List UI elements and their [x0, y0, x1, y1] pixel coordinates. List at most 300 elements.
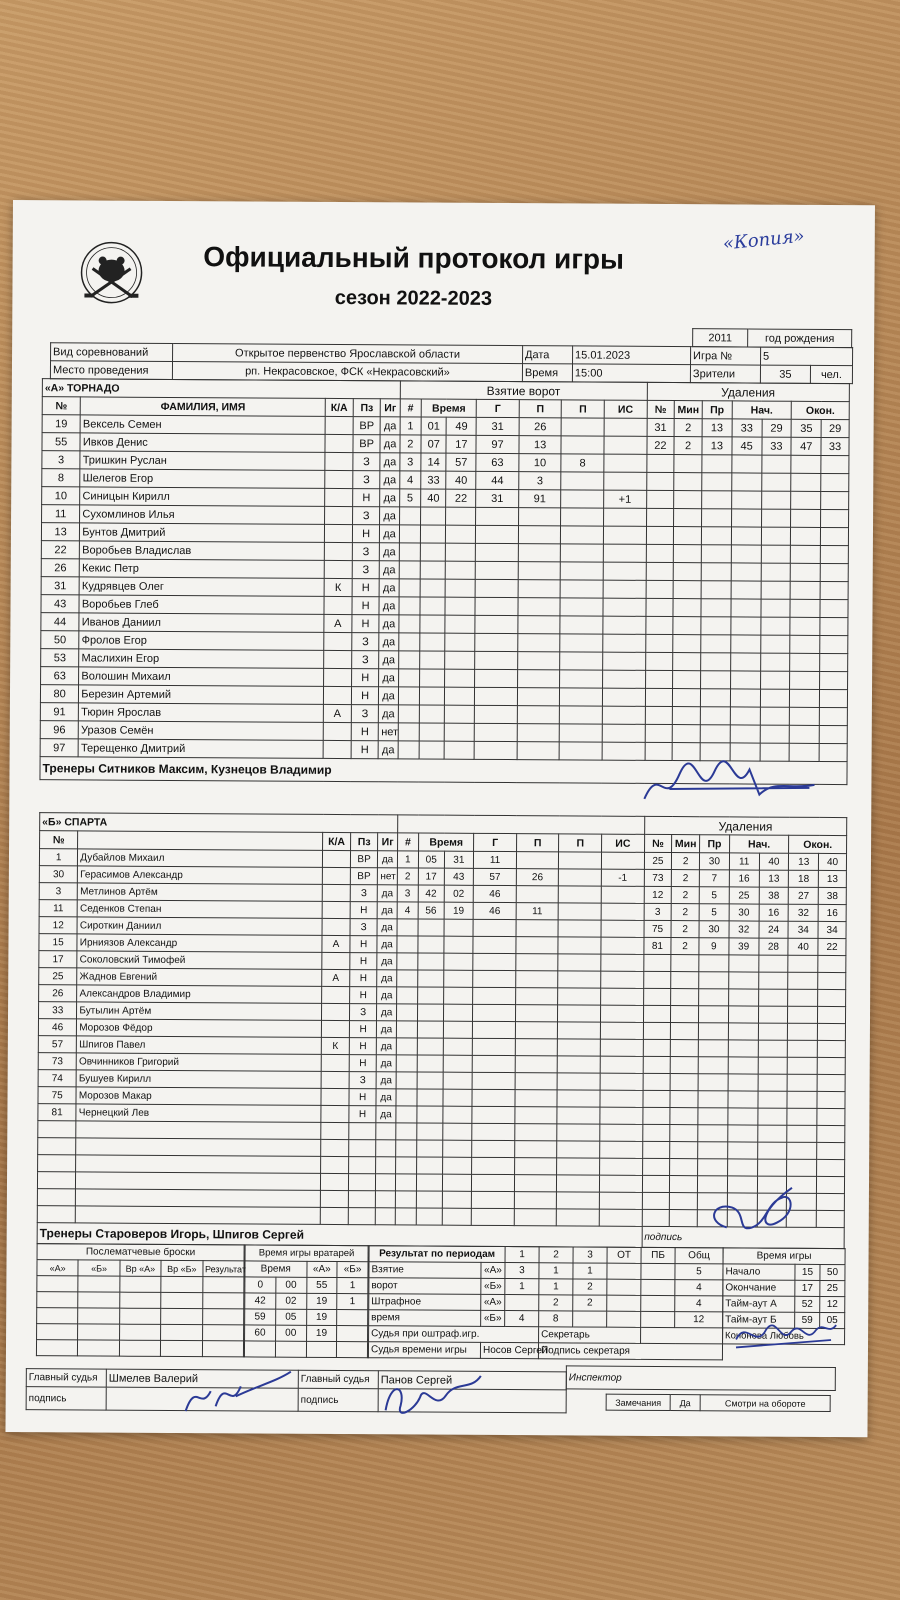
penalty-cell [791, 509, 821, 527]
goal-cell [514, 1158, 557, 1175]
goal-cell [515, 1039, 558, 1056]
team_a-goals-header: Время [421, 399, 476, 417]
goalie-time-header-cell: «Б» [337, 1262, 368, 1278]
penalty-cell [674, 545, 702, 563]
penalty-cell [758, 955, 788, 972]
penalty-cell [821, 473, 849, 491]
penalty-cell [761, 545, 791, 563]
period-3-header: 3 [573, 1247, 607, 1263]
coach-b-signature [697, 1182, 807, 1243]
player-cell: 15 [39, 934, 77, 951]
goal-cell [399, 543, 420, 561]
penalty-cell [760, 653, 790, 671]
penalty-cell [760, 617, 790, 635]
penalty-cell: 33 [821, 437, 849, 455]
goal-cell [603, 634, 646, 652]
player-cell: да [378, 902, 397, 919]
goal-cell [515, 1005, 558, 1022]
penalty-cell [671, 972, 699, 989]
head-ref-value: Шмелев Валерий [106, 1369, 298, 1388]
game-time-row [723, 1264, 845, 1281]
goal-cell [418, 970, 444, 987]
spectators-value: 35 [760, 365, 810, 383]
player-cell: да [379, 687, 398, 705]
player-name [76, 1155, 321, 1173]
goal-cell [443, 1055, 473, 1072]
penalty-cell: 22 [647, 436, 675, 454]
pim-team-b-label: «Б» [481, 1310, 505, 1326]
goals-a-p2: 1 [539, 1263, 573, 1279]
player-cell: З [350, 919, 378, 936]
penalty-cell: 18 [789, 870, 819, 887]
player-cell [325, 506, 353, 524]
player-cell: да [381, 417, 400, 435]
player-name [76, 1138, 321, 1156]
penalty-cell [790, 599, 820, 617]
goals-b-p2: 1 [539, 1279, 573, 1295]
goal-cell [602, 670, 645, 688]
penalty-cell [699, 972, 729, 989]
penalty-cell [643, 1039, 671, 1056]
pim-a-p1 [505, 1295, 539, 1311]
goal-cell [445, 633, 475, 651]
team_b-goals-header: Время [418, 833, 473, 851]
goals-team-b-label: «Б» [481, 1278, 505, 1294]
goal-cell [601, 920, 644, 937]
goal-cell: 42 [418, 885, 444, 902]
goal-cell: 3 [400, 453, 421, 471]
goal-cell [559, 886, 602, 903]
player-cell [37, 1172, 75, 1189]
goal-cell [557, 1090, 600, 1107]
goal-cell: 17 [446, 435, 476, 453]
goal-cell: 02 [444, 885, 474, 902]
pim-b-so [641, 1311, 675, 1327]
team_b-goals-header: # [397, 833, 418, 851]
player-cell: 96 [40, 721, 78, 739]
player-name: Тюрин Ярослав [79, 703, 324, 722]
goal-cell: 57 [446, 453, 476, 471]
player-cell: 63 [41, 667, 79, 685]
game-time-cell: 59 [795, 1312, 820, 1328]
goal-cell: 3 [519, 472, 562, 490]
pim-a-p3: 2 [573, 1295, 607, 1311]
team_a-goals-header: ИС [604, 400, 647, 418]
player-cell: 53 [41, 649, 79, 667]
player-cell [324, 596, 352, 614]
penalty-cell [646, 544, 674, 562]
penalty-cell [728, 972, 758, 989]
goal-cell [514, 1175, 557, 1192]
player-cell: да [378, 885, 397, 902]
penalty-cell [760, 725, 790, 743]
inspector-label: Инспектор [566, 1366, 835, 1391]
goal-cell [420, 597, 446, 615]
goalie-time-row [245, 1293, 368, 1310]
goal-cell [417, 1038, 443, 1055]
goal-cell [518, 508, 561, 526]
goal-cell [442, 1140, 472, 1157]
penalty-cell: 40 [788, 938, 818, 955]
player-cell [325, 434, 353, 452]
penalty-cell: 81 [644, 937, 672, 954]
goal-cell: 40 [446, 471, 476, 489]
team_a-goals-header: # [400, 399, 421, 417]
penalty-cell [701, 581, 731, 599]
place-value: рп. Некрасовское, ФСК «Некрасовский» [172, 361, 522, 381]
penalty-cell: 40 [819, 853, 847, 870]
goal-cell [396, 1072, 417, 1089]
goal-cell: 56 [418, 902, 444, 919]
penalty-cell [761, 473, 791, 491]
goal-cell [475, 705, 518, 723]
penalty-cell: 2 [672, 870, 700, 887]
goal-cell: 31 [444, 851, 474, 868]
penalty-cell [817, 1125, 845, 1142]
goal-cell [443, 1021, 473, 1038]
player-cell: нет [378, 868, 397, 885]
player-cell [324, 560, 352, 578]
penalty-cell [699, 955, 729, 972]
pim-team-a-label: «А» [481, 1294, 505, 1310]
penalty-cell [731, 527, 761, 545]
player-name: Иванов Даниил [79, 613, 324, 632]
goal-cell [561, 490, 604, 508]
penalty-cell [820, 617, 848, 635]
goal-cell [518, 562, 561, 580]
goal-cell [600, 1158, 643, 1175]
penalty-cell [731, 491, 761, 509]
goal-cell: 31 [476, 417, 519, 435]
goal-cell [420, 543, 446, 561]
goal-cell [473, 1038, 516, 1055]
penalty-cell [760, 689, 790, 707]
head-ref-sign-label: подпись [26, 1387, 106, 1410]
team-b-signature-label: подпись [642, 1226, 844, 1248]
player-name: Тришкин Руслан [80, 451, 325, 470]
penalty-cell [791, 473, 821, 491]
penalty-cell [819, 743, 847, 761]
goal-cell [443, 936, 473, 953]
head-ref2-sign-label: подпись [298, 1388, 378, 1411]
goal-cell: 91 [518, 490, 561, 508]
penalty-cell [670, 1142, 698, 1159]
penalty-cell [728, 1091, 758, 1108]
penalty-cell: 16 [818, 904, 846, 921]
penalty-cell [817, 1040, 845, 1057]
player-cell: Н [349, 987, 377, 1004]
penalty-cell [816, 1210, 844, 1227]
player-name: Бушуев Кирилл [76, 1070, 321, 1088]
penalty-cell [760, 671, 790, 689]
team_a-roster-header: ФАМИЛИЯ, ИМЯ [81, 397, 326, 416]
goal-cell [475, 669, 518, 687]
team_b-goals-header: П [516, 834, 559, 852]
goal-cell [475, 651, 518, 669]
penalty-cell [670, 1159, 698, 1176]
penalty-cell [670, 1108, 698, 1125]
player-cell: Н [349, 1038, 377, 1055]
penalty-cell [758, 1006, 788, 1023]
team_a-roster-header: Пз [353, 399, 381, 417]
penalty-cell [787, 1159, 817, 1176]
player-cell: да [377, 1038, 396, 1055]
goal-cell [396, 1004, 417, 1021]
goal-cell [399, 525, 420, 543]
goal-cell [446, 525, 476, 543]
goalie-time-row [245, 1277, 368, 1294]
player-cell [37, 1189, 75, 1206]
penalty-cell [673, 707, 701, 725]
player-name: Морозов Фёдор [77, 1019, 322, 1037]
player-cell [325, 416, 353, 434]
penalty-cell: 5 [699, 887, 729, 904]
spectators-unit: чел. [810, 365, 852, 383]
player-cell: да [377, 919, 396, 936]
goal-cell [558, 1056, 601, 1073]
penalty-cell [790, 671, 820, 689]
goal-cell [517, 742, 560, 760]
goal-cell [557, 1141, 600, 1158]
penalty-cell [791, 545, 821, 563]
goal-cell [560, 724, 603, 742]
penalty-cell [760, 707, 790, 725]
goal-cell [419, 705, 445, 723]
player-cell: Н [352, 615, 380, 633]
penalty-cell [643, 1090, 671, 1107]
penalty-cell [671, 955, 699, 972]
player-cell [38, 1138, 76, 1155]
goal-cell [600, 1056, 643, 1073]
goal-cell [600, 1124, 643, 1141]
player-cell [323, 850, 351, 867]
time-value: 15:00 [572, 364, 690, 383]
goals-b-p1: 1 [505, 1279, 539, 1295]
player-name: Синицын Кирилл [80, 487, 325, 506]
player-name: Уразов Семён [79, 721, 324, 740]
shootout-header: ПБ [641, 1247, 675, 1263]
goal-cell [602, 688, 645, 706]
team-a-table [39, 378, 849, 785]
goal-cell [561, 526, 604, 544]
penalty-cell [671, 1023, 699, 1040]
penalty-cell [817, 1176, 845, 1193]
player-cell [349, 1123, 377, 1140]
goal-cell [417, 1123, 443, 1140]
periods-table [368, 1245, 724, 1360]
goal-cell [516, 852, 559, 869]
penalty-cell: 45 [732, 437, 762, 455]
goal-cell [472, 1089, 515, 1106]
goal-cell [602, 706, 645, 724]
goal-cell [443, 987, 473, 1004]
penalty-cell [791, 563, 821, 581]
penalty-cell [757, 1159, 787, 1176]
goalie-time-header-cell: «А» [306, 1261, 337, 1277]
goal-cell [472, 1123, 515, 1140]
player-cell [324, 686, 352, 704]
goal-cell [558, 971, 601, 988]
goal-cell [472, 1191, 515, 1208]
penalty-cell [702, 491, 732, 509]
goal-cell [443, 1072, 473, 1089]
goal-cell [398, 651, 419, 669]
goal-cell [417, 1004, 443, 1021]
birth-year-box [692, 328, 852, 348]
player-cell: Н [349, 1089, 377, 1106]
penalty-cell [698, 1142, 728, 1159]
goal-cell [399, 597, 420, 615]
goal-cell [558, 988, 601, 1005]
goal-cell [417, 1140, 443, 1157]
goal-cell: 11 [474, 851, 517, 868]
penalty-cell [790, 707, 820, 725]
penalty-cell [817, 1108, 845, 1125]
player-name: Жаднов Евгений [77, 968, 322, 986]
goal-cell [559, 869, 602, 886]
goal-cell [518, 598, 561, 616]
birth-year: 2011 [693, 329, 748, 347]
goal-cell [517, 688, 560, 706]
penalty-cell [643, 1107, 671, 1124]
goal-cell [475, 615, 518, 633]
player-cell [348, 1208, 376, 1225]
goal-cell [557, 1209, 600, 1226]
goal-cell [399, 615, 420, 633]
goal-cell [557, 1107, 600, 1124]
player-cell: да [380, 435, 399, 453]
penalty-cell [760, 635, 790, 653]
player-cell [376, 1191, 395, 1208]
shootout-header-cell: Вр «Б» [161, 1260, 202, 1276]
player-cell: Н [352, 525, 380, 543]
document-title: Официальный протокол игры [203, 241, 625, 275]
player-cell [324, 632, 352, 650]
player-cell: да [379, 597, 398, 615]
pim-label-2: время [369, 1310, 481, 1327]
penalty-cell [698, 1159, 728, 1176]
goal-cell [561, 562, 604, 580]
goal-cell: 5 [399, 489, 420, 507]
team_a-penalties-header: Окон. [792, 401, 850, 419]
goal-cell: 05 [418, 851, 444, 868]
player-cell [322, 1020, 350, 1037]
goal-cell [418, 919, 444, 936]
penalty-cell [673, 563, 701, 581]
player-cell: да [380, 489, 399, 507]
player-cell: 22 [41, 541, 79, 559]
goal-cell [416, 1191, 442, 1208]
penalty-cell [645, 688, 673, 706]
penalty-cell [757, 1142, 787, 1159]
player-cell [322, 1003, 350, 1020]
penalty-cell [702, 455, 732, 473]
penalty-cell: 9 [699, 938, 729, 955]
pim-a-so [641, 1295, 675, 1311]
player-cell: 12 [39, 917, 77, 934]
penalty-cell [645, 616, 673, 634]
penalty-cell: 30 [699, 853, 729, 870]
goal-cell [473, 1004, 516, 1021]
player-cell [323, 740, 351, 758]
goal-cell [417, 1157, 443, 1174]
head-ref-signature [176, 1366, 296, 1422]
player-cell [376, 1208, 395, 1225]
goal-cell [398, 669, 419, 687]
penalty-cell: 13 [759, 870, 789, 887]
player-cell: Н [349, 1021, 377, 1038]
goal-cell [604, 436, 647, 454]
period-1-header: 1 [505, 1247, 539, 1263]
goal-cell [558, 1005, 601, 1022]
shootout-header-cell: Вр «А» [120, 1260, 161, 1276]
player-cell: 74 [38, 1070, 76, 1087]
team_b-penalties-header: Нач. [729, 835, 789, 853]
player-cell: да [377, 970, 396, 987]
player-cell: 44 [41, 613, 79, 631]
goal-cell [419, 741, 445, 759]
team-b-coaches: Тренеры Староверов Игорь, Шпигов Сергей [37, 1223, 642, 1248]
goal-cell [420, 651, 446, 669]
penalty-cell [728, 1125, 758, 1142]
penalty-cell [730, 689, 760, 707]
goal-cell [561, 544, 604, 562]
goal-cell [600, 1073, 643, 1090]
pim-b-total: 12 [675, 1312, 723, 1328]
goal-cell [419, 723, 445, 741]
goal-cell [398, 687, 419, 705]
penalty-cell [645, 742, 673, 760]
team_b-goals-header: П [559, 834, 602, 852]
shootout-header-row [37, 1260, 244, 1277]
penalty-cell [645, 652, 673, 670]
player-cell: З [351, 651, 379, 669]
goal-cell: 46 [474, 885, 517, 902]
penalty-cell [643, 971, 671, 988]
goal-cell [398, 723, 419, 741]
penalty-cell [730, 707, 760, 725]
player-cell: А [322, 935, 350, 952]
player-cell [322, 918, 350, 935]
goal-cell [475, 597, 518, 615]
goal-cell [475, 633, 518, 651]
goal-cell [515, 1107, 558, 1124]
penalty-cell [671, 1040, 699, 1057]
penalty-cell: 24 [759, 921, 789, 938]
total-header: Общ [675, 1248, 723, 1264]
game-time-cell: 17 [795, 1280, 820, 1296]
player-cell: да [380, 471, 399, 489]
penalty-cell [761, 527, 791, 545]
penalty-cell [646, 472, 674, 490]
penalty-cell: 40 [759, 853, 789, 870]
goalie-time-cell: 59 [245, 1309, 276, 1325]
goal-cell [397, 936, 418, 953]
penalty-cell: 2 [671, 904, 699, 921]
goal-cell [604, 454, 647, 472]
goal-cell [398, 705, 419, 723]
goal-cell [476, 525, 519, 543]
player-cell: ВР [350, 868, 378, 885]
penalty-cell: 16 [759, 904, 789, 921]
player-cell: Н [352, 489, 380, 507]
goal-cell: 26 [519, 418, 562, 436]
penalty-cell [645, 706, 673, 724]
pim-b-ot [607, 1311, 641, 1327]
player-name: Кекис Петр [80, 559, 325, 578]
player-cell: 19 [42, 415, 80, 433]
penalty-cell [819, 725, 847, 743]
